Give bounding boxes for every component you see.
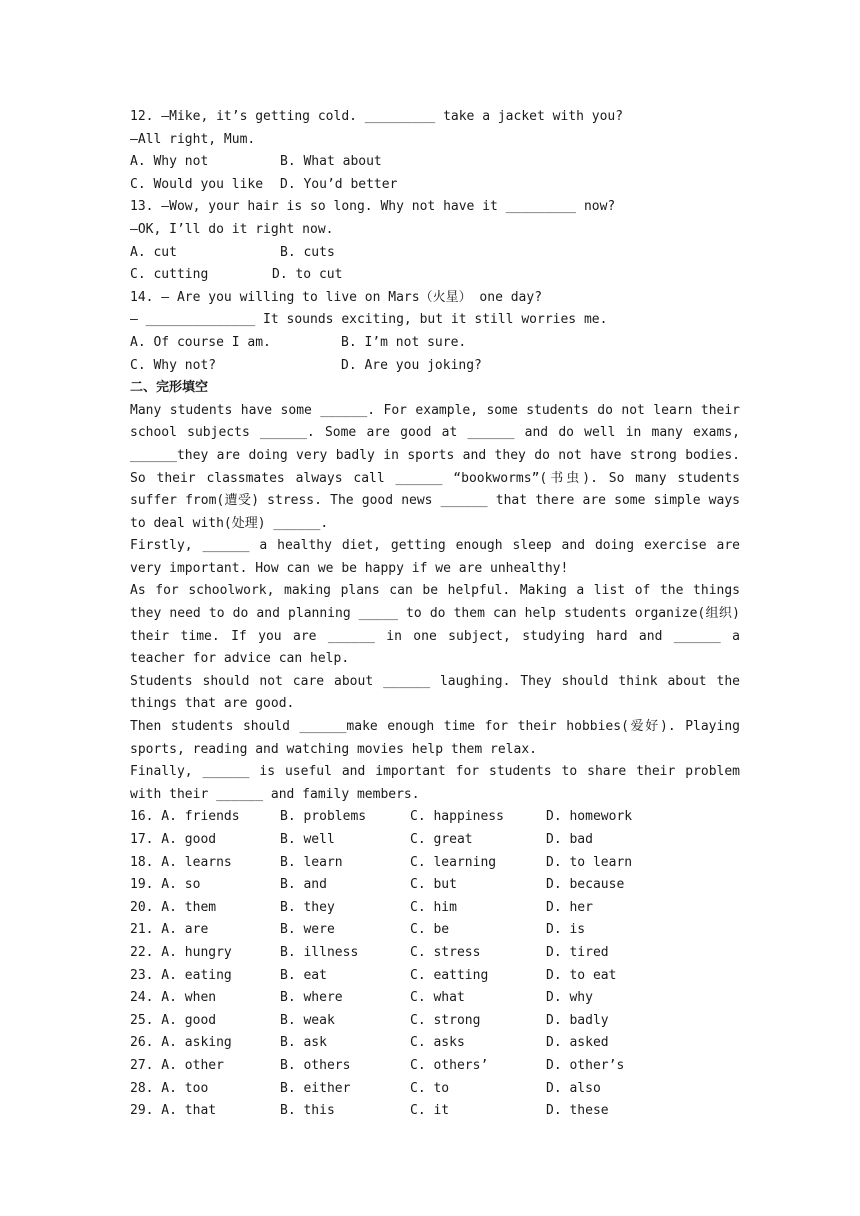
question-13-options-row2: [130, 264, 740, 287]
option: D. other’s: [546, 1057, 625, 1073]
option: D. You’d better: [280, 176, 398, 192]
option: D. homework: [546, 809, 633, 825]
option: 23. A. eating: [130, 967, 232, 983]
choice-row: [130, 1032, 740, 1055]
option: 20. A. them: [130, 899, 217, 915]
option: D. to eat: [546, 967, 617, 983]
choice-row: [130, 1010, 740, 1033]
option: 29. A. that: [130, 1103, 217, 1119]
option: B. problems: [280, 809, 367, 825]
option: D. badly: [546, 1012, 609, 1028]
option: C. him: [410, 899, 457, 915]
passage-paragraph: As for schoolwork, making plans can be helpful. Making a list of the things they need to do and planning _____ to do them can help students organize(组织) their time. If you are ______ in one subject, studying hard and ______ a teacher for advice can help.: [130, 583, 740, 667]
option: 19. A. so: [130, 877, 201, 893]
option: B. eat: [280, 967, 327, 983]
option: 21. A. are: [130, 922, 209, 938]
option: C. strong: [410, 1012, 481, 1028]
choice-row: [130, 919, 740, 942]
option: B. and: [280, 877, 327, 893]
option: C. stress: [410, 944, 481, 960]
option: 26. A. asking: [130, 1035, 232, 1051]
question-14-reply: — ______________ It sounds exciting, but it still worries me.: [130, 312, 608, 328]
option: D. why: [546, 990, 593, 1006]
option: 18. A. learns: [130, 854, 232, 870]
option: 22. A. hungry: [130, 944, 232, 960]
choice-row: [130, 1100, 740, 1123]
option: A. cut: [130, 244, 177, 260]
option: C. be: [410, 922, 450, 938]
option: C. cutting: [130, 267, 209, 283]
question-14-stem: 14. — Are you willing to live on Mars（火星） one day?: [130, 289, 543, 305]
option: C. it: [410, 1103, 450, 1119]
option: B. ask: [280, 1035, 327, 1051]
choice-row: [130, 1055, 740, 1078]
option: C. others’: [410, 1057, 489, 1073]
passage-paragraph: Many students have some ______. For example, some students do not learn their school subjects ______. Some are good at ______ and do well in many exams, ______they are doing very badly in sports and they do not have strong bodies. So their classmates always call ______ “bookworms”(书虫). So many students suffer from(遭受) stress. The good news ______ that there are some simple ways to deal with(处理) ______.: [130, 402, 740, 531]
question-12-options-row2: [130, 174, 740, 197]
choice-row: [130, 829, 740, 852]
section-title: 二、完形填空: [130, 380, 209, 396]
choice-row: [130, 987, 740, 1010]
option: D. these: [546, 1103, 609, 1119]
option: B. either: [280, 1080, 351, 1096]
option: B. I’m not sure.: [341, 334, 467, 350]
question-13-stem: 13. —Wow, your hair is so long. Why not have it _________ now?: [130, 199, 616, 215]
choice-row: [130, 852, 740, 875]
question-13-options-row1: [130, 242, 740, 265]
choice-row: [130, 942, 740, 965]
option: C. but: [410, 877, 457, 893]
passage-paragraph: Finally, ______ is useful and important for students to share their problem with their ______ and family members.: [130, 764, 740, 802]
option: D. bad: [546, 832, 593, 847]
choices-list: [130, 806, 740, 1122]
option: D. her: [546, 899, 593, 915]
option: 28. A. too: [130, 1080, 209, 1096]
worksheet-page: [130, 106, 740, 1123]
question-14-options-row2: [130, 355, 740, 378]
option: B. they: [280, 899, 335, 915]
option: D. Are you joking?: [341, 357, 482, 373]
option: B. where: [280, 990, 343, 1006]
option: B. illness: [280, 944, 359, 960]
option: C. happiness: [410, 809, 504, 825]
option: D. to learn: [546, 854, 633, 870]
option: C. great: [410, 832, 473, 847]
option: B. others: [280, 1057, 351, 1073]
option: 25. A. good: [130, 1012, 217, 1028]
option: B. learn: [280, 854, 343, 870]
option: D. asked: [546, 1035, 609, 1051]
option: D. also: [546, 1080, 601, 1096]
choice-row: [130, 874, 740, 897]
option: C. what: [410, 990, 465, 1006]
option: C. Would you like: [130, 176, 264, 192]
option: B. weak: [280, 1012, 335, 1028]
question-12-options-row1: [130, 151, 740, 174]
option: B. well: [280, 832, 335, 847]
option: C. eatting: [410, 967, 489, 983]
option: D. is: [546, 922, 586, 938]
choice-row: [130, 1078, 740, 1101]
question-14-options-row1: [130, 332, 740, 355]
question-12-reply: —All right, Mum.: [130, 131, 256, 147]
option: A. Why not: [130, 154, 209, 170]
option: 16. A. friends: [130, 809, 240, 825]
option: B. this: [280, 1103, 335, 1119]
option: B. cuts: [280, 244, 335, 260]
option: 27. A. other: [130, 1057, 224, 1073]
question-13-reply: —OK, I’ll do it right now.: [130, 221, 334, 237]
choice-row: [130, 897, 740, 920]
passage-paragraph: Then students should ______make enough time for their hobbies(爱好). Playing sports, reading and watching movies help them relax.: [130, 719, 740, 757]
option: C. learning: [410, 854, 497, 870]
choice-row: [130, 965, 740, 988]
option: 17. A. good: [130, 832, 217, 847]
option: B. What about: [280, 154, 382, 170]
passage-paragraph: Students should not care about ______ laughing. They should think about the things that are good.: [130, 673, 740, 712]
option: C. asks: [410, 1035, 465, 1051]
question-12-stem: 12. —Mike, it’s getting cold. _________ take a jacket with you?: [130, 109, 624, 124]
option: D. because: [546, 877, 625, 893]
option: 24. A. when: [130, 990, 217, 1006]
option: B. were: [280, 922, 335, 938]
choice-row: [130, 806, 740, 829]
option: D. tired: [546, 944, 609, 960]
option: D. to cut: [272, 267, 343, 283]
option: C. to: [410, 1080, 450, 1096]
option: A. Of course I am.: [130, 334, 271, 350]
option: C. Why not?: [130, 357, 217, 373]
passage-paragraph: Firstly, ______ a healthy diet, getting enough sleep and doing exercise are very important. How can we be happy if we are unhealthy!: [130, 538, 740, 576]
